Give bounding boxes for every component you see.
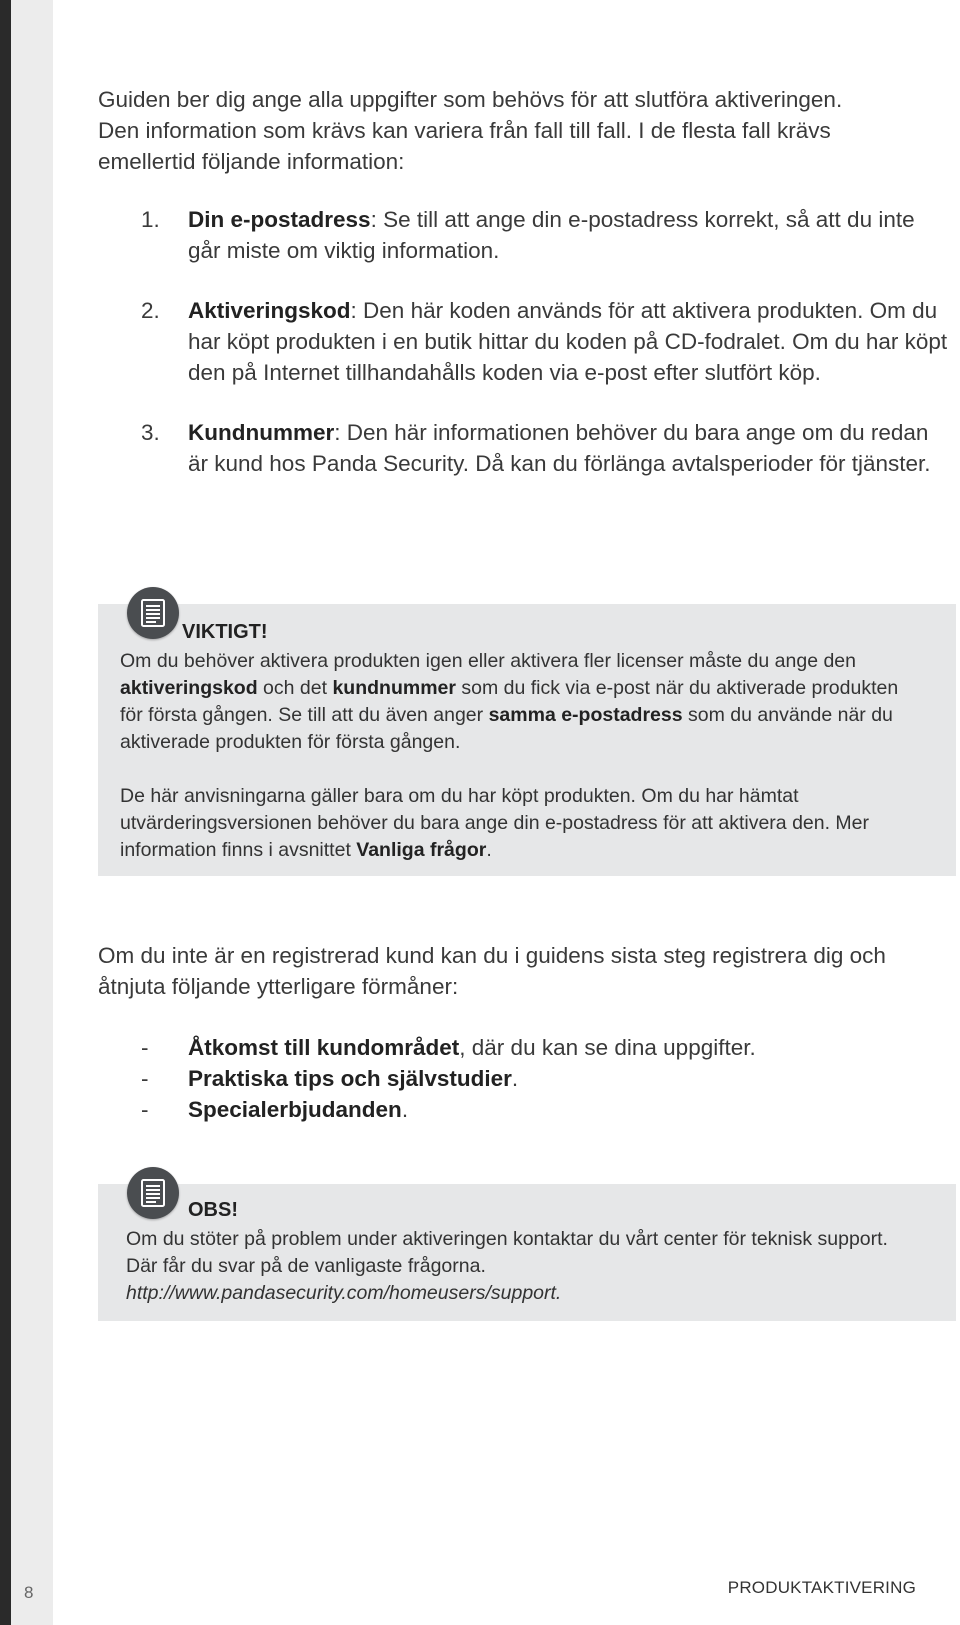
list-item-customer-number	[98, 417, 948, 479]
item-number: 1.	[141, 207, 160, 232]
support-url: http://www.pandasecurity.com/homeusers/support.	[126, 1282, 562, 1304]
register-paragraph: Om du inte är en registrerad kund kan du i guidens sista steg registrera dig och åtnjuta följande ytterligare förmåner:	[98, 943, 886, 999]
item-text: : Den här informationen behöver du bara ange om du redan är kund hos Panda Security. Då kan du förlänga avtalsperioder för tjänster.	[188, 420, 931, 476]
important-body	[120, 648, 920, 864]
benefit-item: - Specialerbjudanden.	[141, 1097, 409, 1122]
obs-callout	[98, 1184, 956, 1321]
note-icon	[127, 587, 179, 639]
important-paragraph: Om du behöver aktivera produkten igen eller aktivera fler licenser måste du ange den aktiveringskod och det kundnummer som du fick via e-post när du aktiverade produkten för första gången. Se till att du även anger samma e-postadress som du använde när du aktiverade produkten för första gången.	[120, 650, 899, 753]
important-callout	[98, 604, 956, 876]
page-margin-bar	[11, 0, 53, 1625]
intro-paragraph	[98, 84, 938, 177]
item-term: Din e-postadress	[188, 207, 371, 232]
intro-line: emellertid följande information:	[98, 149, 405, 174]
item-number: 2.	[141, 298, 160, 323]
benefit-term: Åtkomst till kundområdet	[188, 1035, 460, 1060]
intro-line: Den information som krävs kan variera från fall till fall. I de flesta fall krävs	[98, 118, 831, 143]
important-title: VIKTIGT!	[182, 621, 268, 643]
obs-paragraph: Om du stöter på problem under aktiveringen kontaktar du vårt center för teknisk support. Där får du svar på de vanligaste frågorna.	[126, 1228, 888, 1277]
page-number: 8	[24, 1583, 34, 1602]
benefit-item: - Praktiska tips och självstudier.	[141, 1066, 519, 1091]
benefits-list	[98, 1032, 756, 1125]
item-term: Kundnummer	[188, 420, 335, 445]
section-name: PRODUKTAKTIVERING	[727, 1578, 916, 1597]
page-edge-bar	[0, 0, 11, 1625]
list-item-activation-code	[98, 295, 948, 388]
note-icon	[127, 1167, 179, 1219]
benefit-term: Specialerbjudanden	[188, 1097, 402, 1122]
item-term: Aktiveringskod	[188, 298, 351, 323]
list-item-email	[98, 204, 948, 266]
item-text: : Se till att ange din e-postadress korrekt, så att du inte går miste om viktig information.	[188, 207, 915, 263]
item-text: : Den här koden används för att aktivera produkten. Om du har köpt produkten i en butik hittar du koden på CD-fodralet. Om du har köpt den på Internet tillhandahålls koden via e-post efter slutfört köp.	[188, 298, 948, 385]
benefit-term: Praktiska tips och självstudier	[188, 1066, 512, 1091]
important-paragraph: De här anvisningarna gäller bara om du har köpt produkten. Om du har hämtat utvärderingsversionen behöver du bara ange din e-postadress för att aktivera den. Mer information finns i avsnittet Vanliga frågor.	[120, 785, 870, 861]
obs-title: OBS!	[188, 1199, 238, 1221]
intro-line: Guiden ber dig ange alla uppgifter som behövs för att slutföra aktiveringen.	[98, 87, 843, 112]
required-info-list	[98, 204, 948, 508]
benefit-item: - Åtkomst till kundområdet, där du kan se dina uppgifter.	[141, 1035, 756, 1060]
item-number: 3.	[141, 420, 160, 445]
obs-body	[126, 1226, 916, 1307]
